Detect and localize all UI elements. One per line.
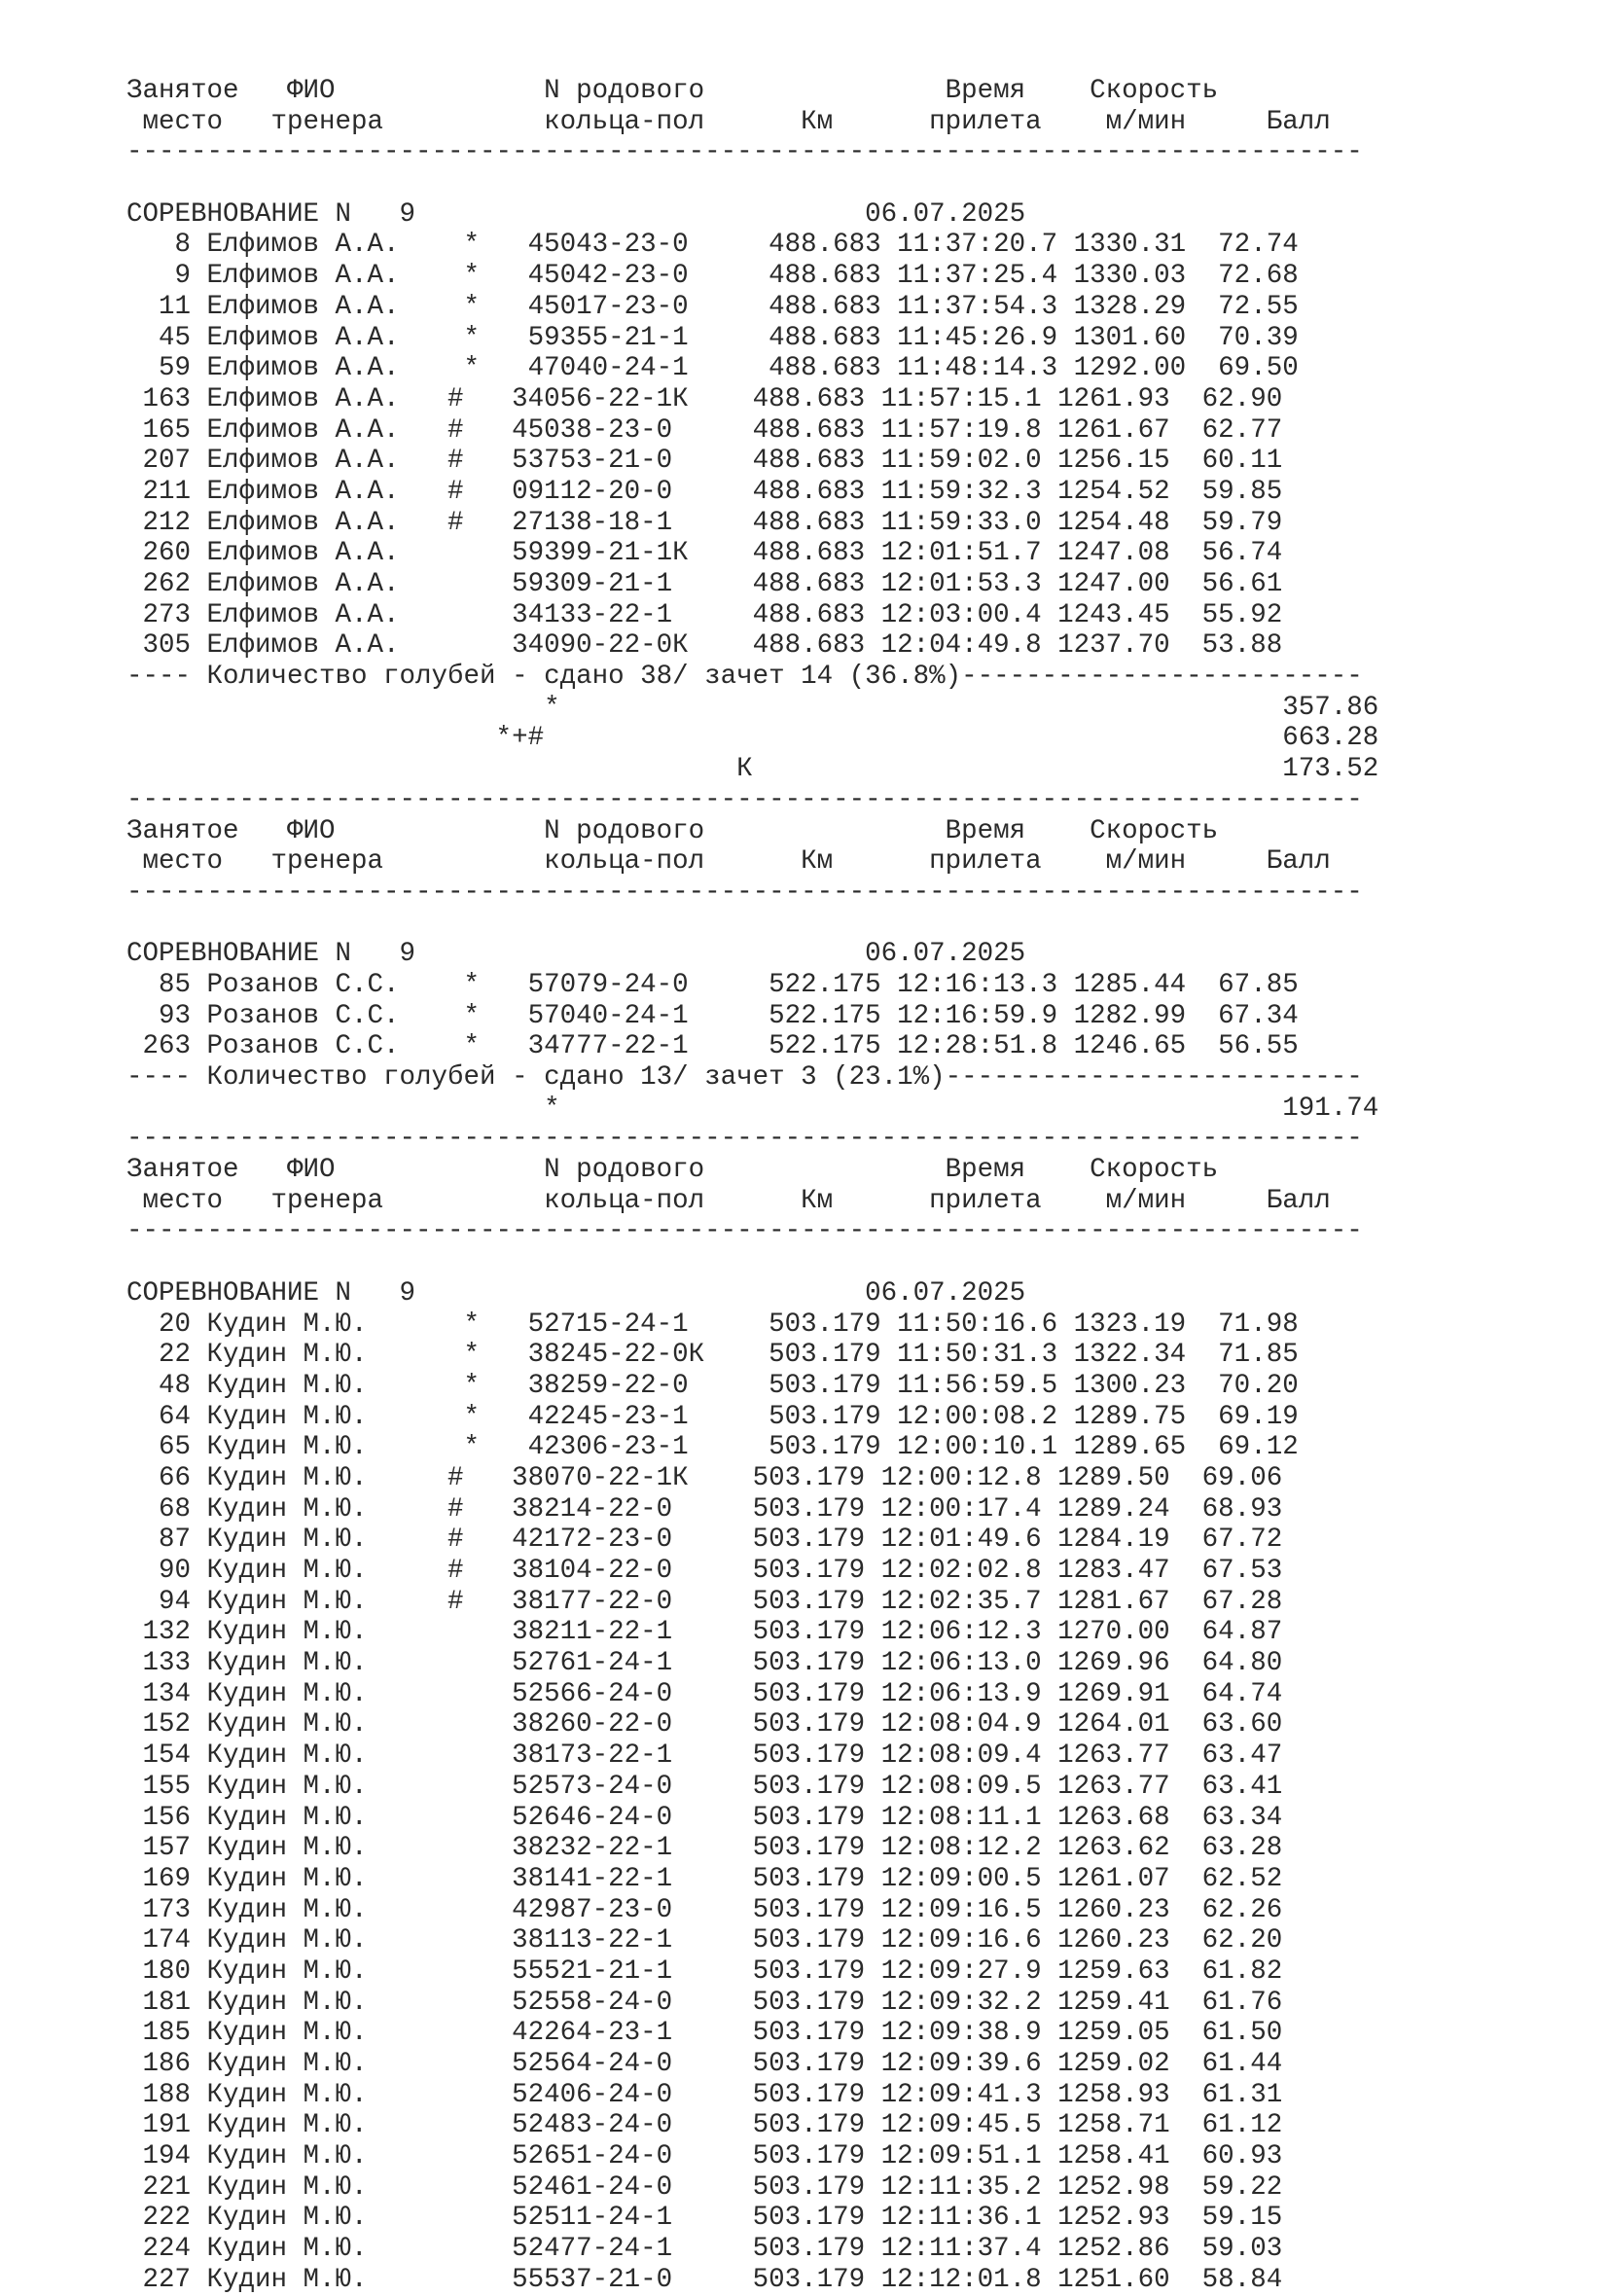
result-row: 227 Кудин М.Ю. 55537-21-0 503.179 12:12:01.8 1251.60 58.84 bbox=[126, 2264, 1283, 2295]
result-row: 156 Кудин М.Ю. 52646-24-0 503.179 12:08:11.1 1263.68 63.34 bbox=[126, 1802, 1283, 1833]
summary-line: ---- Количество голубей - сдано 13/ зачет 3 (23.1%)-------------------------- bbox=[126, 1062, 1363, 1093]
result-row: 134 Кудин М.Ю. 52566-24-0 503.179 12:06:13.9 1269.91 64.74 bbox=[126, 1678, 1283, 1709]
result-row: 273 Елфимов А.А. 34133-22-1 488.683 12:03:00.4 1243.45 55.92 bbox=[126, 599, 1283, 630]
result-row: 305 Елфимов А.А. 34090-22-0К 488.683 12:04:49.8 1237.70 53.88 bbox=[126, 630, 1283, 662]
result-row: 8 Елфимов А.А. * 45043-23-0 488.683 11:37:20.7 1330.31 72.74 bbox=[126, 230, 1299, 261]
separator-line: ----------------------------------------------------------------------------- bbox=[126, 1216, 1363, 1247]
result-row: 185 Кудин М.Ю. 42264-23-1 503.179 12:09:38.9 1259.05 61.50 bbox=[126, 2018, 1283, 2049]
result-row: 157 Кудин М.Ю. 38232-22-1 503.179 12:08:12.2 1263.62 63.28 bbox=[126, 1833, 1283, 1864]
result-row: 194 Кудин М.Ю. 52651-24-0 503.179 12:09:51.1 1258.41 60.93 bbox=[126, 2141, 1283, 2172]
column-header-line: Занятое ФИО N родового Время Скорость bbox=[126, 815, 1347, 846]
result-row: 154 Кудин М.Ю. 38173-22-1 503.179 12:08:09.4 1263.77 63.47 bbox=[126, 1740, 1283, 1772]
result-row: 222 Кудин М.Ю. 52511-24-1 503.179 12:11:36.1 1252.93 59.15 bbox=[126, 2203, 1283, 2234]
result-row: 85 Розанов С.С. * 57079-24-0 522.175 12:16:13.3 1285.44 67.85 bbox=[126, 969, 1299, 1000]
result-row: 11 Елфимов А.А. * 45017-23-0 488.683 11:37:54.3 1328.29 72.55 bbox=[126, 291, 1299, 322]
result-row: 64 Кудин М.Ю. * 42245-23-1 503.179 12:00:08.2 1289.75 69.19 bbox=[126, 1401, 1299, 1432]
blank-line bbox=[126, 1247, 1378, 1278]
result-row: 188 Кудин М.Ю. 52406-24-0 503.179 12:09:41.3 1258.93 61.31 bbox=[126, 2079, 1283, 2110]
result-row: 173 Кудин М.Ю. 42987-23-0 503.179 12:09:16.5 1260.23 62.26 bbox=[126, 1894, 1283, 1925]
blank-line bbox=[126, 909, 1378, 940]
result-row: 221 Кудин М.Ю. 52461-24-0 503.179 12:11:35.2 1252.98 59.22 bbox=[126, 2171, 1283, 2203]
competition-title: СОРЕВНОВАНИЕ N 9 06.07.2025 bbox=[126, 939, 1026, 970]
column-header-line: Занятое ФИО N родового Время Скорость bbox=[126, 76, 1347, 106]
result-row: 68 Кудин М.Ю. # 38214-22-0 503.179 12:00:17.4 1289.24 68.93 bbox=[126, 1493, 1283, 1525]
result-row: 186 Кудин М.Ю. 52564-24-0 503.179 12:09:39.6 1259.02 61.44 bbox=[126, 2049, 1283, 2079]
column-header-line: место тренера кольца-пол Км прилета м/мин Балл bbox=[126, 846, 1347, 878]
result-row: 66 Кудин М.Ю. # 38070-22-1К 503.179 12:00:12.8 1289.50 69.06 bbox=[126, 1462, 1283, 1493]
total-line: *+# 663.28 bbox=[126, 723, 1379, 754]
results-document bbox=[126, 76, 1378, 2296]
result-row: 93 Розанов С.С. * 57040-24-1 522.175 12:16:59.9 1282.99 67.34 bbox=[126, 1000, 1299, 1031]
total-line: * 357.86 bbox=[126, 692, 1379, 723]
result-row: 132 Кудин М.Ю. 38211-22-1 503.179 12:06:12.3 1270.00 64.87 bbox=[126, 1617, 1283, 1648]
result-row: 165 Елфимов А.А. # 45038-23-0 488.683 11:57:19.8 1261.67 62.77 bbox=[126, 414, 1283, 446]
result-row: 90 Кудин М.Ю. # 38104-22-0 503.179 12:02:02.8 1283.47 67.53 bbox=[126, 1556, 1283, 1586]
result-row: 181 Кудин М.Ю. 52558-24-0 503.179 12:09:32.2 1259.41 61.76 bbox=[126, 1987, 1283, 2018]
result-row: 65 Кудин М.Ю. * 42306-23-1 503.179 12:00:10.1 1289.65 69.12 bbox=[126, 1432, 1299, 1463]
result-row: 59 Елфимов А.А. * 47040-24-1 488.683 11:48:14.3 1292.00 69.50 bbox=[126, 353, 1299, 384]
summary-line: ---- Количество голубей - сдано 38/ зачет 14 (36.8%)------------------------- bbox=[126, 662, 1363, 693]
result-row: 48 Кудин М.Ю. * 38259-22-0 503.179 11:56:59.5 1300.23 70.20 bbox=[126, 1370, 1299, 1401]
separator-line: ----------------------------------------------------------------------------- bbox=[126, 784, 1363, 815]
result-row: 224 Кудин М.Ю. 52477-24-1 503.179 12:11:37.4 1252.86 59.03 bbox=[126, 2234, 1283, 2265]
total-line: К 173.52 bbox=[126, 754, 1379, 785]
result-row: 22 Кудин М.Ю. * 38245-22-0К 503.179 11:50:31.3 1322.34 71.85 bbox=[126, 1340, 1299, 1371]
competition-title: СОРЕВНОВАНИЕ N 9 06.07.2025 bbox=[126, 198, 1026, 230]
separator-line: ----------------------------------------------------------------------------- bbox=[126, 1124, 1363, 1155]
result-row: 191 Кудин М.Ю. 52483-24-0 503.179 12:09:45.5 1258.71 61.12 bbox=[126, 2110, 1283, 2141]
result-row: 169 Кудин М.Ю. 38141-22-1 503.179 12:09:00.5 1261.07 62.52 bbox=[126, 1863, 1283, 1894]
result-row: 263 Розанов С.С. * 34777-22-1 522.175 12:28:51.8 1246.65 56.55 bbox=[126, 1031, 1299, 1062]
blank-line bbox=[126, 168, 1378, 199]
result-row: 45 Елфимов А.А. * 59355-21-1 488.683 11:45:26.9 1301.60 70.39 bbox=[126, 322, 1299, 353]
separator-line: ----------------------------------------------------------------------------- bbox=[126, 137, 1363, 168]
total-line: * 191.74 bbox=[126, 1093, 1379, 1124]
result-row: 207 Елфимов А.А. # 53753-21-0 488.683 11:59:02.0 1256.15 60.11 bbox=[126, 446, 1283, 477]
separator-line: ----------------------------------------------------------------------------- bbox=[126, 877, 1363, 908]
result-row: 155 Кудин М.Ю. 52573-24-0 503.179 12:08:09.5 1263.77 63.41 bbox=[126, 1771, 1283, 1802]
result-row: 212 Елфимов А.А. # 27138-18-1 488.683 11:59:33.0 1254.48 59.79 bbox=[126, 507, 1283, 538]
column-header-line: место тренера кольца-пол Км прилета м/мин Балл bbox=[126, 106, 1347, 137]
result-row: 180 Кудин М.Ю. 55521-21-1 503.179 12:09:27.9 1259.63 61.82 bbox=[126, 1955, 1283, 1987]
result-row: 94 Кудин М.Ю. # 38177-22-0 503.179 12:02:35.7 1281.67 67.28 bbox=[126, 1586, 1283, 1617]
result-row: 133 Кудин М.Ю. 52761-24-1 503.179 12:06:13.0 1269.96 64.80 bbox=[126, 1648, 1283, 1679]
result-row: 211 Елфимов А.А. # 09112-20-0 488.683 11:59:32.3 1254.52 59.85 bbox=[126, 476, 1283, 507]
result-row: 20 Кудин М.Ю. * 52715-24-1 503.179 11:50:16.6 1323.19 71.98 bbox=[126, 1309, 1299, 1340]
result-row: 163 Елфимов А.А. # 34056-22-1К 488.683 11:57:15.1 1261.93 62.90 bbox=[126, 383, 1283, 414]
result-row: 87 Кудин М.Ю. # 42172-23-0 503.179 12:01:49.6 1284.19 67.72 bbox=[126, 1525, 1283, 1556]
column-header-line: место тренера кольца-пол Км прилета м/мин Балл bbox=[126, 1185, 1347, 1216]
result-row: 174 Кудин М.Ю. 38113-22-1 503.179 12:09:16.6 1260.23 62.20 bbox=[126, 1925, 1283, 1956]
result-row: 9 Елфимов А.А. * 45042-23-0 488.683 11:37:25.4 1330.03 72.68 bbox=[126, 261, 1299, 292]
competition-title: СОРЕВНОВАНИЕ N 9 06.07.2025 bbox=[126, 1277, 1026, 1309]
result-row: 152 Кудин М.Ю. 38260-22-0 503.179 12:08:04.9 1264.01 63.60 bbox=[126, 1709, 1283, 1740]
column-header-line: Занятое ФИО N родового Время Скорость bbox=[126, 1155, 1347, 1186]
result-row: 262 Елфимов А.А. 59309-21-1 488.683 12:01:53.3 1247.00 56.61 bbox=[126, 569, 1283, 599]
result-row: 260 Елфимов А.А. 59399-21-1К 488.683 12:01:51.7 1247.08 56.74 bbox=[126, 538, 1283, 569]
